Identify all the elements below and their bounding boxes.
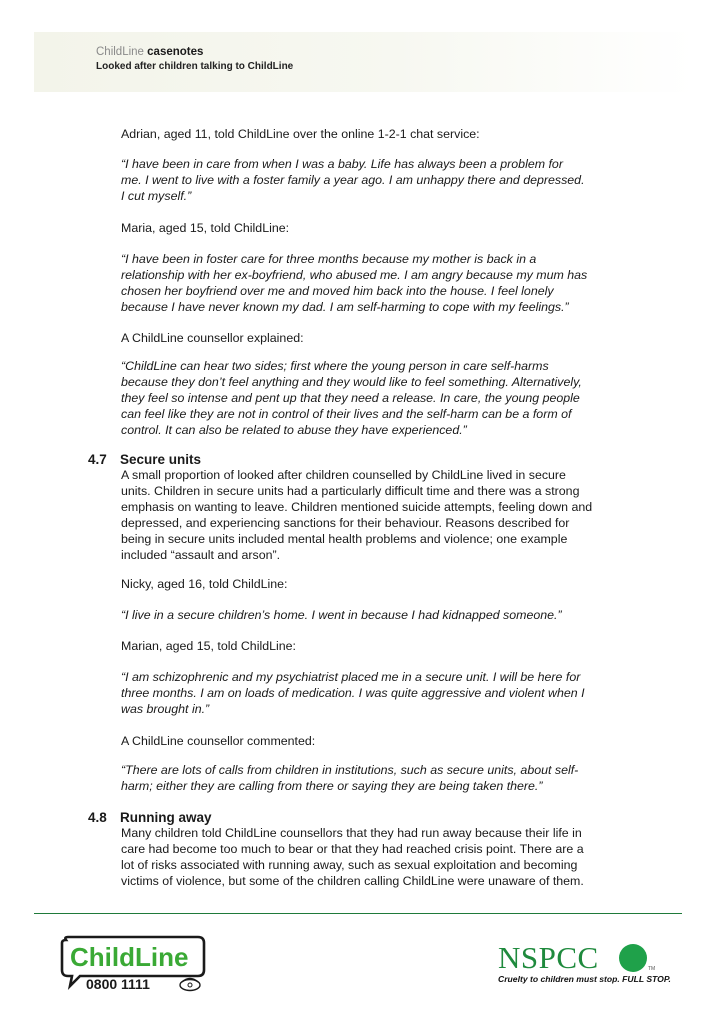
childline-phone: 0800 1111 [86,976,150,992]
header-brand: ChildLine [96,46,144,58]
quote-line: chosen her boyfriend over me and moved him back into the house. I feel lonely [121,284,554,298]
header-title [96,46,203,58]
body-line: included “assault and arson”. [121,548,281,562]
para-marian-intro: Marian, aged 15, told ChildLine: [121,639,296,653]
body-line: A small proportion of looked after children counselled by ChildLine lived in secure [121,468,566,482]
para-maria-intro: Maria, aged 15, told ChildLine: [121,221,290,235]
nspcc-logo [498,940,671,986]
quote-line: because I have never known my dad. I am self-harming to cope with my feelings.” [121,300,569,314]
quote-line: “I have been in foster care for three months because my mother is back in a [121,252,537,266]
section-heading-4-8 [88,810,212,826]
body-line: care had become too much to bear or that they had reached crisis point. There are a [121,842,584,856]
body-line: being in secure units included mental health problems and violence; one example [121,532,568,546]
phone-icon [180,979,200,991]
section-heading-4-7 [88,452,201,468]
section-number: 4.8 [88,810,107,825]
body-line: units. Children in secure units had a particularly difficult time and there was a strong [121,484,580,498]
body-line: victims of violence, but some of the children calling ChildLine were unaware of them. [121,874,584,888]
quote-line: “ChildLine can hear two sides; first where the young person in care self-harms [121,359,549,373]
quote-line: harm; either they are calling from there or saying they are being taken there.” [121,779,543,793]
quote-line: me. I went to live with a foster family a year ago. I am unhappy there and depressed. [121,173,585,187]
quote-line: because they don’t feel anything and they would like to feel something. Alternatively, [121,375,582,389]
para-nicky-intro: Nicky, aged 16, told ChildLine: [121,577,288,591]
nspcc-dot-icon [619,944,647,972]
body-line: depressed, and experiencing sanctions for their behaviour. Reasons described for [121,516,570,530]
quote-counsellor-2 [121,762,641,794]
nspcc-name: NSPCC [498,940,599,975]
body-line: Many children told ChildLine counsellors that they had run away because their life in [121,826,582,840]
nspcc-trademark: TM [648,966,656,972]
quote-line: they feel so intense and pent up that they need a release. In care, the young people [121,391,580,405]
section-title: Running away [120,810,212,825]
section-4-8-body [121,825,641,889]
body-line: emphasis on wanting to leave. Children mentioned suicide attempts, feeling down and [121,500,593,514]
quote-line: “I have been in care from when I was a baby. Life has always been a problem for [121,157,563,171]
nspcc-tagline: Cruelty to children must stop. FULL STOP. [498,974,671,984]
section-number: 4.7 [88,452,107,467]
childline-logo [58,934,208,992]
section-title: Secure units [120,452,202,467]
para-counsellor-explained: A ChildLine counsellor explained: [121,331,304,345]
header-subtitle: Looked after children talking to ChildLine [96,61,294,72]
header-brand-suffix: casenotes [147,46,204,58]
quote-line: relationship with her ex-boyfriend, who abused me. I am angry because my mum has [121,268,588,282]
quote-nicky: “I live in a secure children’s home. I went in because I had kidnapped someone.” [121,608,562,622]
quote-line: I cut myself.” [121,189,192,203]
quote-line: “There are lots of calls from children in institutions, such as secure units, about self- [121,763,579,777]
quote-adrian [121,156,641,204]
quote-line: “I am schizophrenic and my psychiatrist placed me in a secure unit. I will be here for [121,670,581,684]
quote-maria [121,251,641,315]
quote-line: can feel like they are not in control of their lives and the self-harm can be a form of [121,407,572,421]
para-counsellor-commented: A ChildLine counsellor commented: [121,734,316,748]
footer-divider [34,913,682,914]
para-adrian-intro: Adrian, aged 11, told ChildLine over the online 1-2-1 chat service: [121,127,480,141]
quote-marian [121,669,641,717]
childline-name: ChildLine [70,942,189,972]
body-line: lot of risks associated with running away, such as sexual exploitation and becoming [121,858,578,872]
quote-counsellor-1 [121,358,641,438]
section-4-7-body [121,467,641,563]
quote-line: control. It can also be related to abuse they have experienced.” [121,423,467,437]
quote-line: was brought in.” [121,702,210,716]
quote-line: three months. I am on loads of medication. I was quite aggressive and violent when I [121,686,585,700]
